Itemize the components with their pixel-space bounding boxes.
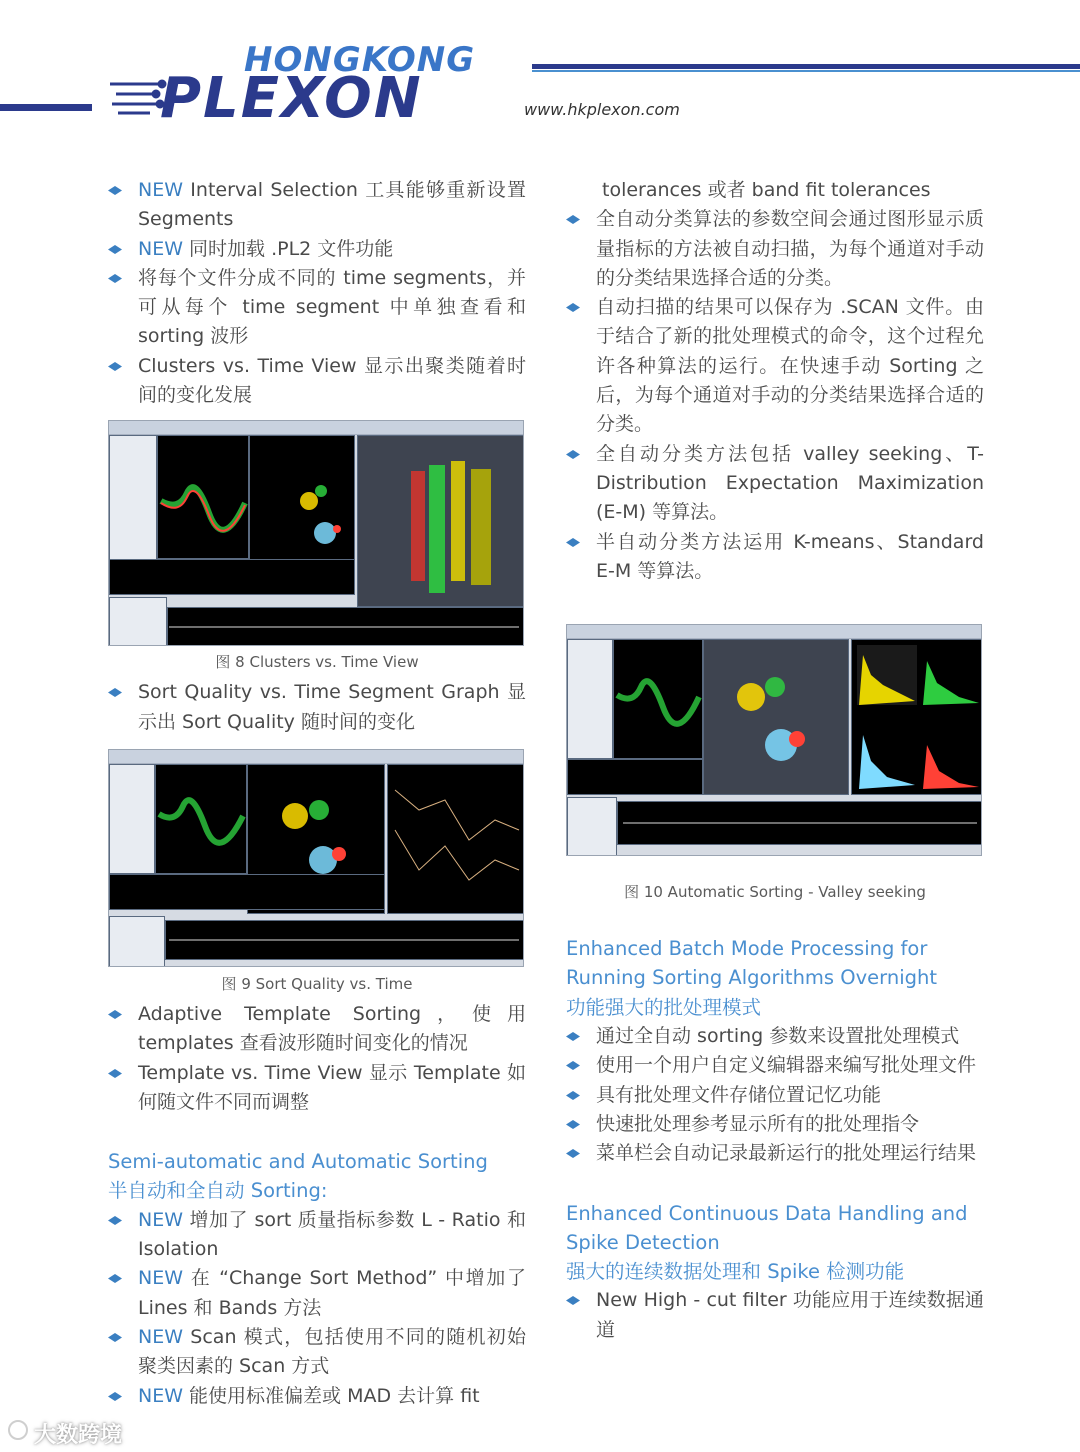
new-tag: NEW — [138, 179, 184, 201]
diamond-bullet-icon — [566, 1296, 580, 1305]
list-item — [566, 205, 984, 293]
item-text: 半自动分类方法运用 K-means、Standard E-M 等算法。 — [596, 530, 984, 582]
section-title-en: Enhanced Batch Mode Processing for Running Sorting Algorithms Overnight — [566, 937, 938, 990]
figure-10-caption: 图 10 Automatic Sorting - Valley seeking — [624, 883, 926, 902]
header-rule-left — [0, 104, 92, 111]
list-item — [108, 352, 526, 411]
figure-9-caption: 图 9 Sort Quality vs. Time — [221, 974, 413, 993]
header-rule-right — [532, 64, 1080, 69]
diamond-bullet-icon — [108, 245, 122, 254]
section-title-zh: 强大的连续数据处理和 Spike 检测功能 — [566, 1260, 905, 1284]
left-column — [108, 176, 526, 1411]
list-item — [108, 176, 526, 235]
new-tag: NEW — [138, 1384, 184, 1407]
list-item — [566, 1081, 984, 1110]
figure-8-screenshot — [108, 420, 524, 646]
figure-10-screenshot — [566, 624, 982, 856]
item-text: 能使用标准偏差或 MAD 去计算 fit — [183, 1384, 480, 1407]
item-text: 菜单栏会自动记录最新运行的批处理运行结果 — [596, 1142, 977, 1165]
new-tag: NEW — [138, 1267, 184, 1290]
diamond-bullet-icon — [566, 303, 580, 312]
logo-plexon: PLEXON — [160, 66, 423, 131]
list-item — [108, 1323, 526, 1382]
item-text: 通过全自动 sorting 参数来设置批处理模式 — [596, 1025, 960, 1048]
section-title-zh: 半自动和全自动 Sorting: — [108, 1179, 328, 1203]
item-text: 增加了 sort 质量指标参数 L - Ratio 和 Isolation — [138, 1208, 526, 1261]
header-rule-right-accent — [532, 70, 1080, 72]
section-title-en: Enhanced Continuous Data Handling and Spike Detection — [566, 1201, 968, 1254]
diamond-bullet-icon — [566, 1091, 580, 1100]
diamond-bullet-icon — [108, 1333, 122, 1342]
diamond-bullet-icon — [566, 1061, 580, 1070]
list-item — [108, 1264, 526, 1323]
diamond-bullet-icon — [108, 274, 122, 283]
list-item — [108, 678, 526, 737]
list-item — [108, 264, 526, 352]
diamond-bullet-icon — [108, 1216, 122, 1225]
item-text: 将每个文件分成不同的 time segments，并可从每个 time segment 中单独查看和 sorting 波形 — [138, 266, 526, 348]
item-text: 全自动分类算法的参数空间会通过图形显示质量指标的方法被自动扫描，为每个通道对手动的分类结果选择合适的分类。 — [596, 208, 984, 289]
diamond-bullet-icon — [566, 1120, 580, 1129]
figure-8-caption: 图 8 Clusters vs. Time View — [215, 653, 419, 672]
item-text: 使用一个用户自定义编辑器来编写批处理文件 — [596, 1054, 977, 1077]
diamond-bullet-icon — [108, 1392, 122, 1401]
list-item — [108, 1382, 526, 1411]
diamond-bullet-icon — [566, 450, 580, 459]
new-tag: NEW — [138, 1208, 184, 1231]
item-text: 在 “Change Sort Method” 中增加了 Lines 和 Bands 方法 — [138, 1267, 526, 1319]
list-item — [566, 528, 984, 587]
list-item — [566, 440, 984, 528]
item-text: 快速批处理参考显示所有的批处理指令 — [596, 1112, 920, 1135]
item-text: 具有批处理文件存储位置记忆功能 — [596, 1083, 882, 1106]
diamond-bullet-icon — [566, 1149, 580, 1158]
diamond-bullet-icon — [566, 1032, 580, 1041]
logo-hongkong: HONGKONG — [244, 40, 476, 80]
watermark-text: 大数跨境 — [34, 1423, 123, 1448]
item-text: 同时加载 .PL2 文件功能 — [183, 237, 394, 260]
section-title-en: Semi-automatic and Automatic Sorting — [108, 1150, 488, 1174]
item-text: Adaptive Template Sorting，使用 templates 查看波形随时间变化的情况 — [138, 1002, 526, 1055]
list-item — [108, 235, 526, 264]
new-tag: NEW — [138, 237, 184, 260]
list-item — [566, 293, 984, 439]
diamond-bullet-icon — [566, 215, 580, 224]
list-item — [566, 1286, 984, 1345]
header-url[interactable]: www.hkplexon.com — [524, 100, 680, 119]
diamond-bullet-icon — [108, 688, 122, 697]
diamond-bullet-icon — [108, 1274, 122, 1283]
figure-9-screenshot — [108, 749, 524, 967]
item-text: Scan 模式，包括使用不同的随机初始聚类因素的 Scan 方式 — [138, 1325, 526, 1378]
item-text: 自动扫描的结果可以保存为 .SCAN 文件。由于结合了新的批处理模式的命令，这个过程允许各种算法的运行。在快速手动 Sorting 之后，为每个通道对手动的分类结果选择合适的分类。 — [596, 296, 984, 436]
section-title-zh: 功能强大的批处理模式 — [566, 995, 762, 1019]
list-item — [566, 1139, 984, 1168]
list-item — [108, 1206, 526, 1265]
item-text: Interval Selection 工具能够重新设置 Segments — [138, 179, 526, 231]
continued-text: tolerances 或者 band fit tolerances — [602, 179, 931, 201]
list-item — [566, 1051, 984, 1080]
item-text: Clusters vs. Time View 显示出聚类随着时间的变化发展 — [138, 354, 526, 407]
watermark-logo-icon — [8, 1420, 28, 1440]
diamond-bullet-icon — [108, 1010, 122, 1019]
right-column — [566, 176, 984, 1345]
new-tag: NEW — [138, 1325, 184, 1348]
list-item — [108, 1059, 526, 1118]
list-item — [566, 1022, 984, 1051]
item-text: New High - cut filter 功能应用于连续数据通道 — [596, 1289, 984, 1341]
item-text: Template vs. Time View 显示 Template 如何随文件不同而调整 — [138, 1061, 526, 1113]
diamond-bullet-icon — [566, 538, 580, 547]
diamond-bullet-icon — [108, 362, 122, 371]
list-item — [108, 1000, 526, 1059]
diamond-bullet-icon — [108, 186, 122, 195]
item-text: Sort Quality vs. Time Segment Graph 显示出 Sort Quality 随时间的变化 — [138, 681, 526, 733]
item-text: 全自动分类方法包括 valley seeking、T-Distribution Expectation Maximization (E-M) 等算法。 — [596, 442, 984, 524]
list-item — [566, 1110, 984, 1139]
logo-circuit-icon — [108, 76, 168, 116]
diamond-bullet-icon — [108, 1069, 122, 1078]
